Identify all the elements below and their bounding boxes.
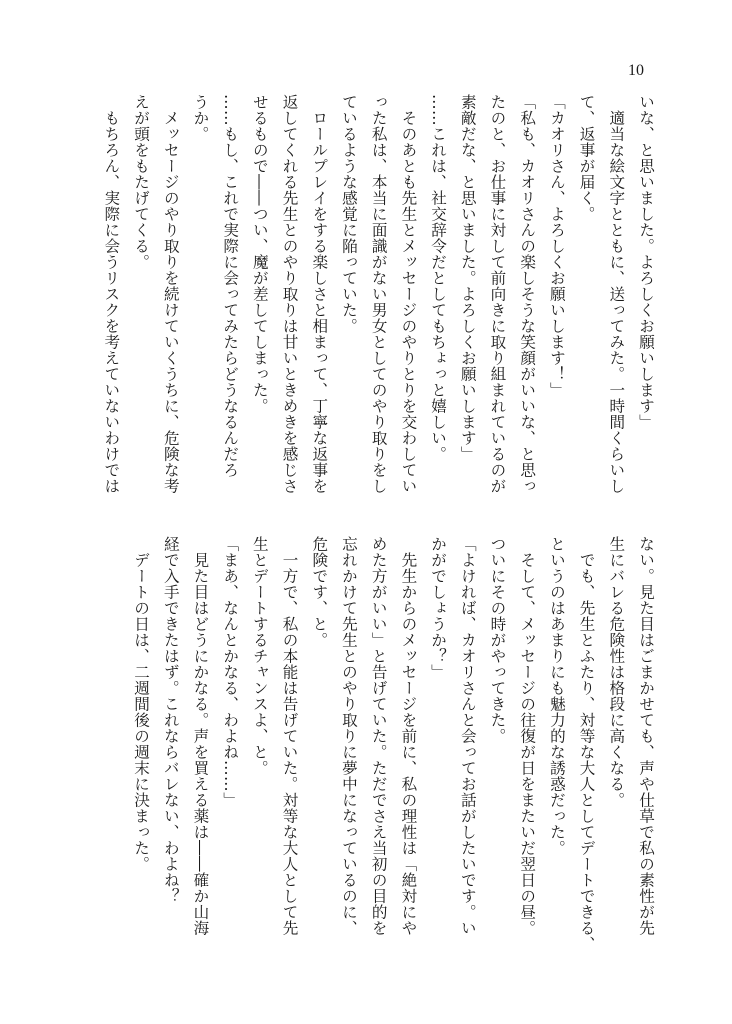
text-line: ているような感覚に陥っていた。 xyxy=(339,94,358,334)
upper-text-block xyxy=(102,94,660,508)
text-line: えが頭をもたげてくる。 xyxy=(132,94,151,270)
text-line: ついにその時がやってきた。 xyxy=(488,536,507,744)
page-number: 10 xyxy=(628,62,644,79)
text-line: 見た目はどうにかなる。声を買える薬は――確か山海 xyxy=(191,551,210,936)
text-line: デートの日は、二週間後の週末に決まった。 xyxy=(132,551,151,872)
lower-text-block xyxy=(132,536,660,952)
text-line: 「まあ、なんとかなる、わよね……」 xyxy=(221,536,240,808)
text-line: 適当な絵文字とともに、送ってみた。一時間くらいし xyxy=(607,109,626,494)
text-line: 一方で、私の本能は告げていた。対等な大人として先 xyxy=(280,551,299,936)
text-line: 経で入手できたはず。これならバレない、わよね？ xyxy=(161,536,180,904)
text-line: 生にバレる危険性は格段に高くなる。 xyxy=(607,536,626,808)
text-line: ……これは、社交辞令だとしてもちょっと嬉しい。 xyxy=(429,94,448,462)
text-line: そして、メッセージの往復が日をまたいだ翌日の昼。 xyxy=(518,551,537,936)
text-line: たのと、お仕事に対して前向きに取り組まれているのが xyxy=(488,94,507,494)
text-line: 返してくれる先生とのやり取りは甘いときめきを感じさ xyxy=(280,94,299,494)
text-line: った私は、本当に面識がない男女としてのやり取りをし xyxy=(369,94,388,494)
text-line: 危険です、と。 xyxy=(310,536,329,648)
text-line: 先生からのメッセージを前に、私の理性は「絶対にや xyxy=(399,551,418,936)
text-line: メッセージのやり取りを続けていくうちに、危険な考 xyxy=(161,109,180,494)
text-line: 「よければ、カオリさんと会ってお話がしたいです。い xyxy=(458,536,477,936)
text-line: うか。 xyxy=(191,94,210,142)
text-line: ……もし、これで実際に会ってみたらどうなるんだろ xyxy=(221,94,240,478)
text-line: 素敵だな、と思いました。よろしくお願いします」 xyxy=(458,94,477,462)
text-line: せるもので――つい、魔が差してしまった。 xyxy=(250,94,269,414)
text-line: ない。見た目はごまかせても、声や仕草で私の素性が先 xyxy=(637,536,655,936)
text-line: ロールプレイをする楽しさと相まって、丁寧な返事を xyxy=(310,109,329,494)
text-line: 「私も、カオリさんの楽しそうな笑顔がいいな、と思っ xyxy=(518,94,537,494)
text-line: て、返事が届く。 xyxy=(577,94,596,222)
text-line: 生とデートするチャンスよ、と。 xyxy=(250,536,269,776)
text-line: もちろん、実際に会うリスクを考えていないわけでは xyxy=(102,109,121,494)
text-line: そのあとも先生とメッセージのやりとりを交わしてい xyxy=(399,109,418,494)
text-line: でも、先生とふたり、対等な大人としてデートできる、 xyxy=(577,551,596,952)
text-line: いな、と思いました。よろしくお願いします」 xyxy=(637,94,655,430)
text-line: めた方がいい」と告げていた。ただでさえ当初の目的を xyxy=(369,536,388,936)
text-line: というのはあまりにも魅力的な誘惑だった。 xyxy=(547,536,566,856)
text-line: 「カオリさん、よろしくお願いします！」 xyxy=(547,94,566,398)
text-line: 忘れかけて先生とのやり取りに夢中になっているのに、 xyxy=(339,536,358,936)
text-line: かがでしょうか？」 xyxy=(429,536,448,680)
